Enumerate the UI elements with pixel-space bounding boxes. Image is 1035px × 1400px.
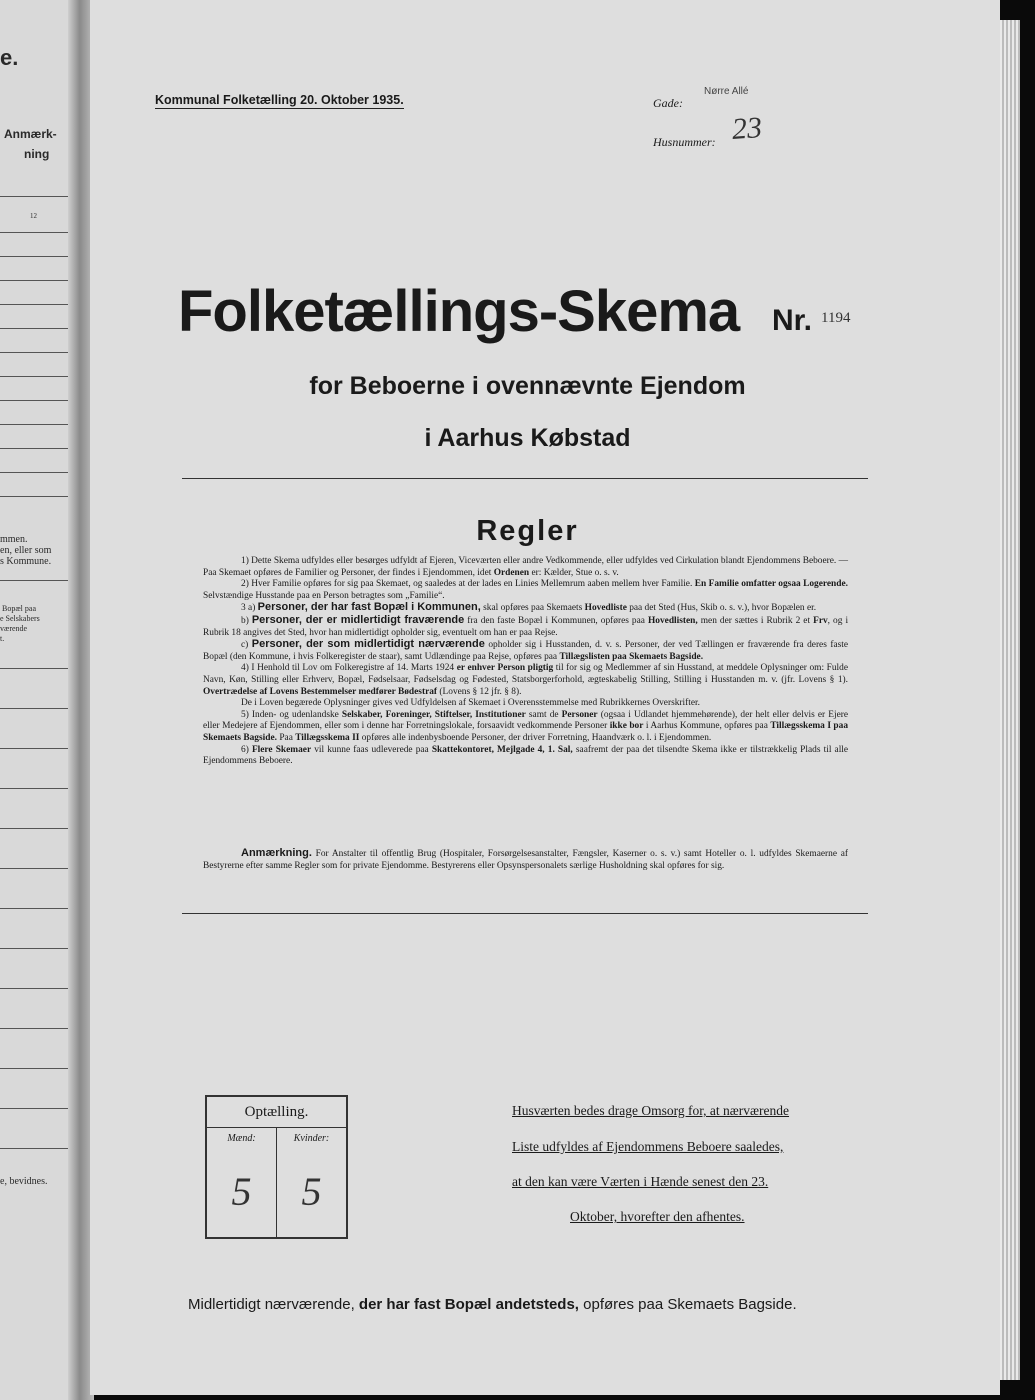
kvinder-label: Kvinder:: [293, 1133, 330, 1144]
husnummer-label: Husnummer:: [653, 135, 716, 149]
rule-4-note: De i Loven begærede Oplysninger gives ved Udfyldelsen af Skemaet i Overensstemmelse med Rubrikkernes Overskrifter.: [241, 698, 700, 709]
rules-heading: Regler: [476, 515, 579, 547]
rule-6: 6) Flere Skemaer vil kunne faas udleverede paa Skattekontoret, Mejlgade 4, 1. Sal, saafremt der paa det tilsendte Skema ikke er tilstrækkelig Plads til alle Ejendommens Beboere.: [203, 744, 849, 767]
left-adjacent-page: [0, 0, 78, 1400]
left-page-fragment: værende: [0, 624, 28, 633]
footer-note: [188, 1296, 797, 1313]
anmaerkning-label: Anmærkning.: [241, 847, 312, 859]
form-title: Folketællings-Skema: [178, 279, 740, 344]
notice-line: Oktober, hvorefter den afhentes.: [570, 1209, 745, 1224]
optaelling-box: [205, 1095, 348, 1239]
left-page-fragment: e, bevidnes.: [0, 1176, 48, 1187]
optaelling-title: Optælling.: [207, 1097, 346, 1128]
anmaerkning-text: For Anstalter til offentlig Brug (Hospitaler, Forsørgelsesanstalter, Fængsler, Kaserner o. s. v.) samt Hoteller o. l. udfyldes Skemaerne af Bestyrerne efter samme Regler som for private Ejendomme. Bestyrerens eller Opsynspersonalets særlige Husholdning skal opføres for sig.: [203, 849, 849, 871]
left-page-fragment: Anmærk-: [4, 127, 57, 141]
notice-line: Husværten bedes drage Omsorg for, at nærværende: [512, 1103, 790, 1118]
left-page-fragment: s Kommune.: [0, 556, 52, 567]
form-number-label: Nr.: [772, 304, 813, 337]
census-header: Kommunal Folketælling 20. Oktober 1935.: [155, 93, 404, 107]
footer-part: opføres paa Skemaets Bagside.: [583, 1296, 797, 1313]
rule-4: 4) I Henhold til Lov om Folkeregistre af 14. Marts 1924 er enhver Person pligtig til for sig og Medlemmer af sin Husstand, at meddele Oplysninger om: Fulde Navn, Køn, Stilling eller Erhverv, Bopæl, Fødselsaar, Fødselsdag og Fødested, Statsborgerforhold, ægteskabelig Stilling, Stilling i Husstanden m. v. (jfr. Lovens § 1). Overtrædelse af Lovens Bestemmelser medfører Bødestraf (Lovens § 12 jfr. § 8).: [203, 663, 849, 697]
left-page-fragment: e.: [0, 45, 19, 70]
left-page-fragment: 12: [30, 212, 37, 220]
gade-value: Nørre Allé: [704, 86, 749, 97]
notice-line: at den kan være Værten i Hænde senest den 23.: [512, 1174, 769, 1189]
footer-part: der har fast Bopæl andetsteds,: [358, 1296, 579, 1313]
rule-3a: 3 a) Personer, der har fast Bopæl i Kommunen, skal opføres paa Skemaets Hovedliste paa det Sted (Hus, Skib o. s. v.), hvor Bopælen er.: [241, 601, 817, 614]
left-page-fragment: mmen.: [0, 534, 28, 545]
notice-line: Liste udfyldes af Ejendommens Beboere saaledes,: [512, 1139, 784, 1154]
kvinder-column: [277, 1128, 346, 1237]
rules-text: [203, 556, 848, 768]
footer-part: Midlertidigt nærværende,: [188, 1296, 355, 1313]
rule-3c: c) Personer, der som midlertidigt nærværende opholder sig i Husstanden, d. v. s. Personer, der ved Tællingen er fraværende fra deres faste Bopæl (den Kommune, i hvis Folkeregister de staar), samt Udlændinge paa Rejse, opføres paa Tillægslisten paa Skemaets Bagside.: [203, 638, 849, 662]
husnummer-value: 23: [730, 110, 764, 147]
left-page-fragment: en, eller som: [0, 545, 52, 556]
divider: [182, 913, 868, 914]
left-page-fragment: e Selskabers: [0, 614, 40, 623]
maend-label: Mænd:: [227, 1133, 256, 1144]
divider: [182, 478, 868, 479]
rule-3b: b) Personer, der er midlertidigt fraværende fra den faste Bopæl i Kommunen, opføres paa Hovedlisten, men der sættes i Rubrik 2 et Frv, og i Rubrik 18 angives det Sted, hvor han midlertidigt opholder sig, eventuelt om han er paa Rejse.: [203, 613, 849, 638]
maend-count: 5: [231, 1169, 252, 1214]
rule-1: 1) Dette Skema udfyldes eller besørges udfyldt af Ejeren, Viceværten eller andre Vedkommende, eller udfyldes ved Cirkulation blandt Ejendommens Beboere. — Paa Skemaet opføres de Familier og Personer, der findes i Ejendommen, idet Ordenen er: Kælder, Stue o. s. v.: [203, 556, 848, 578]
rule-2: 2) Hver Familie opføres for sig paa Skemaet, og saaledes at der lades en Linies Mellemrum aaben mellem hver Familie. En Familie omfatter ogsaa Logerende. Selvstændige Husstande paa en Person betragtes som „Familie“.: [203, 579, 848, 601]
left-page-fragment: t.: [0, 634, 5, 643]
maend-column: [207, 1128, 277, 1237]
kvinder-count: 5: [301, 1169, 322, 1214]
form-number-value: 1194: [821, 310, 851, 326]
left-page-fragment: ning: [24, 147, 50, 161]
form-subtitle: for Beboerne i ovennævnte Ejendom: [309, 372, 746, 400]
form-city: i Aarhus Købstad: [424, 424, 631, 452]
left-page-fragment: Bopæl paa: [2, 604, 36, 613]
anmaerkning-note: [203, 848, 848, 872]
rule-5: 5) Inden- og udenlandske Selskaber, Foreninger, Stiftelser, Institutioner samt de Personer (ogsaa i Udlandet hjemmehørende), der helt eller delvis er Ejere eller Medejere af Ejendommen, eller som i denne har Forretningslokale, forsaavidt vedkommende Personer ikke bor i Aarhus Kommune, opføres paa Tillægsskema I paa Skemaets Bagside. Paa Tillægsskema II opføres alle indenbysboende Personer, der driver Forretning, Haandværk o. l. i Ejendommen.: [203, 709, 849, 743]
gade-label: Gade:: [653, 96, 683, 110]
